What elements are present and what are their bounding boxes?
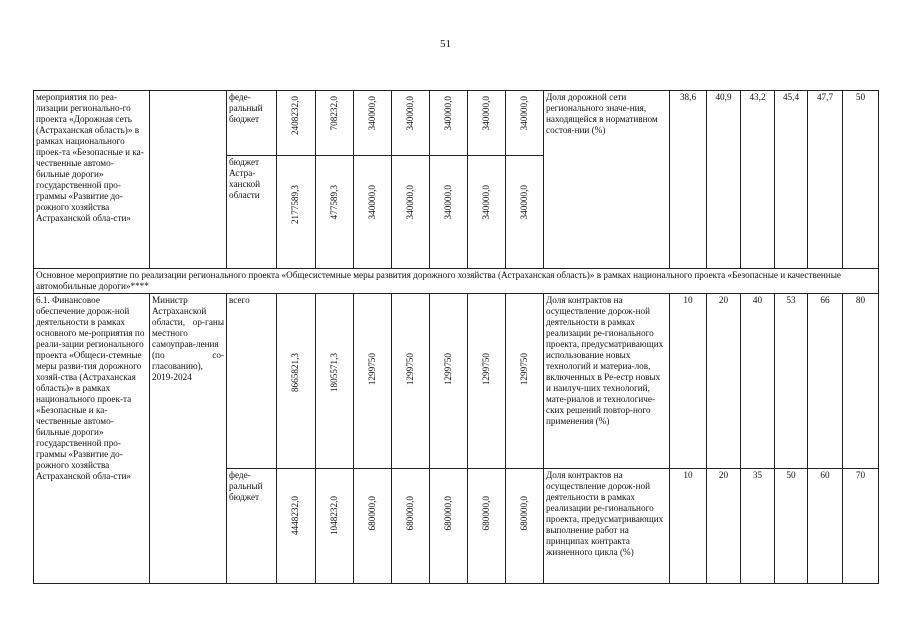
target-cell: 10: [670, 294, 707, 469]
executor-cell: [150, 91, 227, 269]
target-cell: 53: [775, 294, 808, 469]
target-cell: 40,9: [707, 91, 741, 269]
target-cell: 40: [741, 294, 775, 469]
value-cell: 1299750: [506, 294, 544, 469]
table-row: [34, 294, 879, 469]
value-cell: 8665821,3: [277, 294, 316, 469]
value-cell: 680000,0: [506, 469, 544, 584]
value-cell: 340000,0: [354, 156, 392, 269]
value-cell: 680000,0: [354, 469, 392, 584]
value-cell: 1299750: [392, 294, 430, 469]
target-cell: 20: [707, 294, 741, 469]
value-cell: 1299750: [354, 294, 392, 469]
target-cell: 60: [808, 469, 843, 584]
value-cell: 340000,0: [430, 91, 468, 156]
value-cell: 680000,0: [468, 469, 506, 584]
target-cell: 80: [843, 294, 879, 469]
value-cell: 2408232,0: [277, 91, 316, 156]
program-table: [33, 90, 879, 584]
target-cell: 50: [775, 469, 808, 584]
target-cell: 66: [808, 294, 843, 469]
target-cell: 35: [741, 469, 775, 584]
table-row: [34, 91, 879, 156]
target-cell: 45,4: [775, 91, 808, 269]
value-cell: 680000,0: [430, 469, 468, 584]
value-cell: 340000,0: [506, 156, 544, 269]
measure-cell: 6.1. Финансовое обеспечение дорож-ной деятельности в рамках основного ме-роприятия по реали-зации регионального проекта «Общеси-стемные меры разви-тия дорожного хозяй-ства (Астраханская область)» в рамках национального проек-та «Безопасные и ка-чественные автомо-бильные дороги» государственной про-граммы «Развитие до-рожного хозяйства Астраханской обла-сти»: [34, 294, 150, 584]
value-cell: 340000,0: [430, 156, 468, 269]
funding-source-cell: всего: [227, 294, 277, 469]
indicator-cell: Доля дорожной сети регионального значе-ния, находящейся в нормативном состоя-нии (%): [544, 91, 670, 269]
value-cell: 1299750: [468, 294, 506, 469]
value-cell: 1299750: [430, 294, 468, 469]
executor-cell: Министр Астраханской области, ор-ганы местного самоуправ-ления (по со-гласованию), 2019-2024: [150, 294, 227, 584]
value-cell: 340000,0: [506, 91, 544, 156]
page-number: 51: [440, 38, 451, 50]
funding-source-cell: бюджет Астра-ханской области: [227, 156, 277, 269]
target-cell: 38,6: [670, 91, 707, 269]
value-cell: 340000,0: [392, 91, 430, 156]
indicator-cell: Доля контрактов на осуществление дорож-ной деятельности в рамках реализации ре-гионального проекта, предусматривающих выполнение работ на принципах контракта жизненного цикла (%): [544, 469, 670, 584]
funding-source-cell: феде-ральный бюджет: [227, 91, 277, 156]
target-cell: 70: [843, 469, 879, 584]
target-cell: 10: [670, 469, 707, 584]
target-cell: 43,2: [741, 91, 775, 269]
value-cell: 340000,0: [468, 156, 506, 269]
funding-source-cell: феде-ральный бюджет: [227, 469, 277, 584]
section-header: Основное мероприятие по реализации регионального проекта «Общесистемные меры развития дорожного хозяйства (Астраханская область)» в рамках национального проекта «Безопасные и качественные автомобильные дороги»****: [34, 269, 879, 294]
measure-cell: мероприятия по реа-лизации регионально-го проекта «Дорожная сеть (Астраханская область)» в рамках национального проек-та «Безопасные и ка-чественные автомо-бильные дороги» государственной про-граммы «Развитие до-рожного хозяйства Астраханской обла-сти»: [34, 91, 150, 269]
value-cell: 340000,0: [392, 156, 430, 269]
target-cell: 47,7: [808, 91, 843, 269]
value-cell: 1048232,0: [316, 469, 354, 584]
target-cell: 20: [707, 469, 741, 584]
target-cell: 50: [843, 91, 879, 269]
value-cell: 708232,0: [316, 91, 354, 156]
value-cell: 680000,0: [392, 469, 430, 584]
table-row: [34, 269, 879, 294]
value-cell: 4448232,0: [277, 469, 316, 584]
value-cell: 2177589,3: [277, 156, 316, 269]
value-cell: 340000,0: [354, 91, 392, 156]
value-cell: 477589,3: [316, 156, 354, 269]
value-cell: 340000,0: [468, 91, 506, 156]
value-cell: 1805571,3: [316, 294, 354, 469]
indicator-cell: Доля контрактов на осуществление дорож-ной деятельности в рамках реализации ре-гионального проекта, предусматривающих использование новых технологий и материа-лов, включенных в Ре-естр новых и наилуч-ших технологий, мате-риалов и технологиче-ских решений повтор-ного применения (%): [544, 294, 670, 469]
